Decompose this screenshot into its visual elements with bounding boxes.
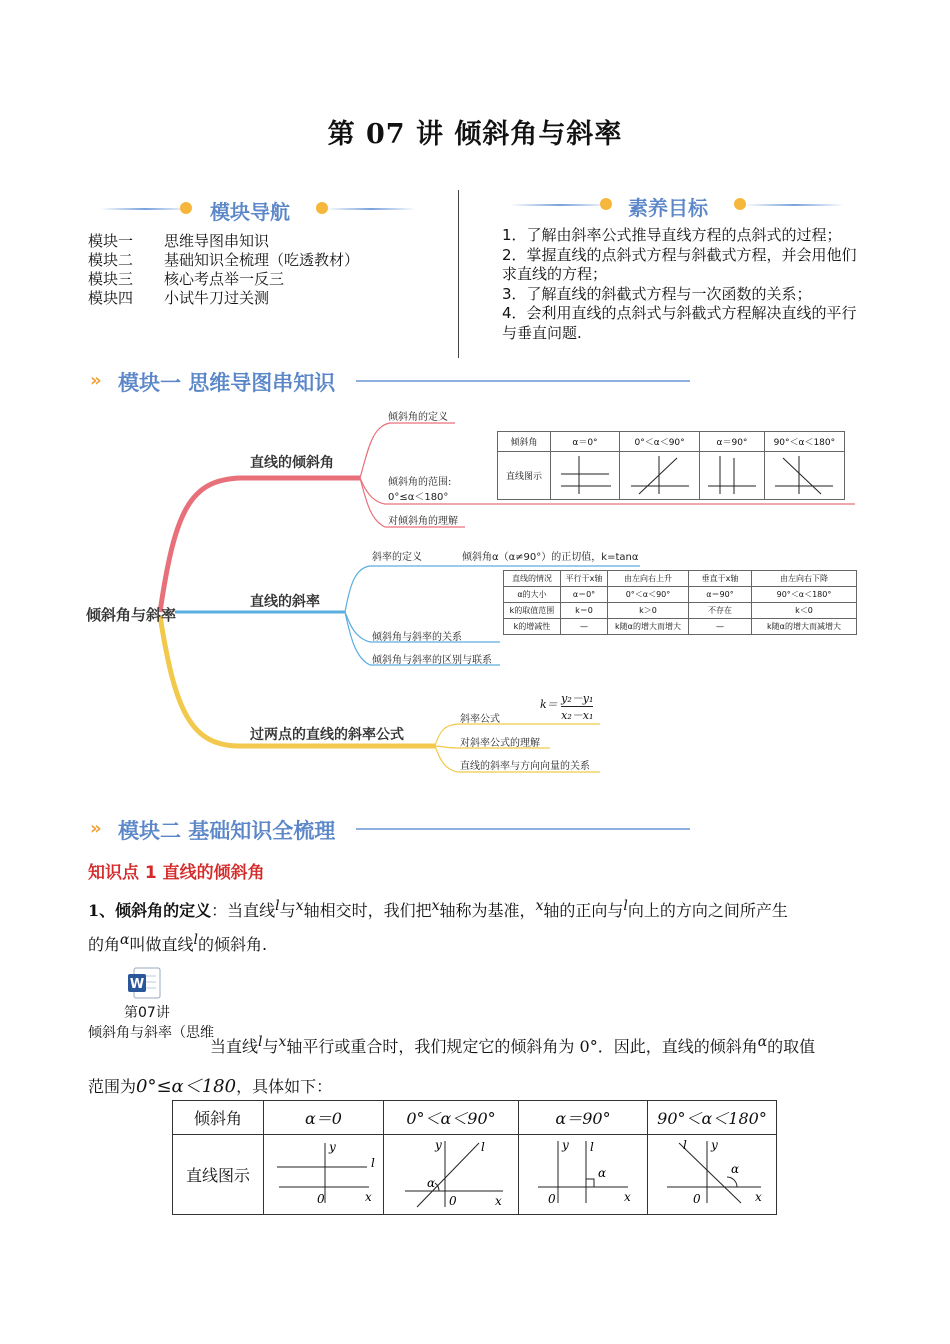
slope-formula: k＝ $\frac{\text{y₂－y₁}}{\text{x₂－x₁}}$ [540, 692, 594, 722]
mini-cell: — [689, 619, 752, 635]
mini-diagram-0 [551, 452, 620, 500]
mini-cell: k的增减性 [504, 619, 561, 635]
nav-list [88, 232, 359, 308]
svg-text:0: 0 [548, 1191, 556, 1206]
svg-text:l: l [481, 1139, 485, 1154]
mini-cell: 由左向右下降 [752, 571, 857, 587]
diagram-alpha-obtuse [648, 1135, 777, 1215]
mini-th: α＝0° [551, 432, 620, 452]
svg-text:α: α [731, 1161, 740, 1176]
module2-heading: 模块二 基础知识全梳理 [118, 819, 336, 843]
table-header-cell: 倾斜角 [173, 1101, 264, 1135]
mini-cell: k＞0 [608, 603, 689, 619]
inclination-table [172, 1100, 777, 1215]
goals-deco-line-left [510, 204, 610, 206]
svg-text:x: x [624, 1189, 631, 1204]
svg-text:y: y [562, 1137, 569, 1152]
mindmap-leaf-formula: 斜率公式 [460, 714, 500, 725]
svg-text:l: l [683, 1137, 687, 1152]
svg-text:y: y [711, 1137, 718, 1152]
table-header-cell: α＝0 [264, 1101, 384, 1135]
goal-item-1: 1．了解由斜率公式推导直线方程的点斜式的过程； [502, 226, 842, 244]
goals-heading: 素养目标 [628, 196, 708, 220]
nav-item-2[interactable]: 模块二 基础知识全梳理（吃透教材） [88, 251, 360, 269]
svg-text:l: l [370, 1155, 375, 1170]
mindmap-leaf-direction-vector: 直线的斜率与方向向量的关系 [460, 761, 590, 772]
mini-cell: 直线的情况 [504, 571, 561, 587]
svg-text:0: 0 [316, 1191, 325, 1206]
mindmap-branch-formula: 过两点的直线的斜率公式 [250, 727, 404, 743]
table-header-cell: 90°＜α＜180° [648, 1101, 777, 1135]
mini-cell: 不存在 [689, 603, 752, 619]
mindmap-leaf-formula-understanding: 对斜率公式的理解 [460, 738, 540, 749]
nav-deco-line-right [326, 208, 416, 210]
diagram-alpha-acute [384, 1135, 519, 1215]
definition-line-2: 的角α叫做直线l的倾斜角. [88, 932, 268, 954]
svg-text:y: y [328, 1139, 336, 1154]
goal-item-4: 4．会利用直线的点斜式与斜截式方程解决直线的平行与垂直问题. [502, 304, 857, 342]
svg-text:l: l [590, 1139, 594, 1154]
mini-cell: 90°＜α＜180° [752, 587, 857, 603]
mindmap-leaf-slope-def: 斜率的定义 [372, 552, 422, 563]
page-title: 第 07 讲 倾斜角与斜率 [327, 119, 623, 150]
svg-text:0: 0 [693, 1191, 701, 1206]
diagram-alpha-0 [264, 1135, 384, 1215]
mini-diagram-2 [700, 452, 764, 500]
mindmap-root: 倾斜角与斜率 [86, 606, 177, 624]
mini-cell: α＝0° [561, 587, 608, 603]
mini-th: 倾斜角 [498, 432, 551, 452]
goals-list [502, 226, 867, 343]
mini-th: α＝90° [700, 432, 764, 452]
svg-text:0: 0 [449, 1193, 457, 1208]
mindmap-leaf-range: 倾斜角的范围: [388, 477, 452, 488]
mini-cell: — [561, 619, 608, 635]
mini-cell: k随α的增大而减增大 [752, 619, 857, 635]
table-header-cell: 0°＜α＜90° [384, 1101, 519, 1135]
mini-cell: k随α的增大而增大 [608, 619, 689, 635]
nav-item-4[interactable]: 模块四 小试牛刀过关测 [88, 289, 270, 307]
mini-cell: k＜0 [752, 603, 857, 619]
nav-heading: 模块导航 [210, 200, 290, 224]
chevron-icon: » [90, 370, 102, 391]
nav-item-3[interactable]: 模块三 核心考点举一反三 [88, 270, 285, 288]
column-divider [458, 190, 459, 358]
mini-cell: 平行于x轴 [561, 571, 608, 587]
svg-text:α: α [598, 1165, 607, 1180]
mini-th: 90°＜α＜180° [764, 432, 844, 452]
mini-cell: α＝90° [689, 587, 752, 603]
mindmap-leaf-relation: 倾斜角与斜率的关系 [372, 632, 462, 643]
mindmap-leaf-definition: 倾斜角的定义 [388, 412, 448, 423]
module2-heading-line [356, 828, 690, 830]
nav-item-1[interactable]: 模块一 思维导图串知识 [88, 232, 270, 250]
range-line-2: 范围为0°≤α＜180，具体如下： [88, 1076, 333, 1097]
svg-text:W: W [129, 977, 145, 992]
mindmap-inclination-table [497, 431, 845, 500]
svg-text:x: x [495, 1193, 502, 1208]
definition-line-1: 1、倾斜角的定义：当直线l与x轴相交时，我们把x轴称为基准，x轴的正向与l向上的方向之间所产生 [88, 898, 788, 920]
goals-dot-left [600, 198, 612, 210]
mini-cell: 由左向右上升 [608, 571, 689, 587]
goals-deco-line-right [744, 204, 844, 206]
mini-cell: 0°＜α＜90° [608, 587, 689, 603]
svg-text:y: y [435, 1137, 442, 1152]
mini-cell: k＝0 [561, 603, 608, 619]
svg-text:x: x [364, 1189, 372, 1204]
mindmap-leaf-range-value: 0°≤α＜180° [388, 492, 449, 503]
mini-diagram-3 [764, 452, 844, 500]
mindmap-slope-table [503, 570, 857, 635]
attachment-name-2[interactable]: 倾斜角与斜率（思维 [88, 1025, 214, 1041]
mini-diagram-1 [619, 452, 699, 500]
range-line-1: 当直线l与x轴平行或重合时，我们规定它的倾斜角为 0°．因此，直线的倾斜角α的取值 [210, 1034, 816, 1056]
word-document-icon[interactable] [128, 966, 162, 1000]
attachment-name-1[interactable]: 第07讲 [124, 1005, 170, 1021]
mindmap-leaf-understanding: 对倾斜角的理解 [388, 516, 458, 527]
svg-text:x: x [755, 1189, 762, 1204]
goal-item-3: 3．了解直线的斜截式方程与一次函数的关系； [502, 284, 812, 303]
svg-text:α: α [427, 1175, 436, 1190]
mindmap-leaf-slope-def-text: 倾斜角α（α≠90°）的正切值，k=tanα [462, 552, 639, 563]
diagram-alpha-90 [519, 1135, 648, 1215]
mindmap-leaf-difference: 倾斜角与斜率的区别与联系 [372, 655, 492, 666]
mini-cell: k的取值范围 [504, 603, 561, 619]
mindmap-branch-slope: 直线的斜率 [250, 594, 320, 610]
nav-deco-line-left [100, 208, 190, 210]
knowledge-point-title: 知识点 1 直线的倾斜角 [88, 863, 265, 883]
nav-dot-left [180, 202, 192, 214]
mini-th: 0°＜α＜90° [619, 432, 699, 452]
mini-row-label: 直线图示 [498, 452, 551, 500]
chevron-icon: » [90, 818, 102, 839]
table-row-label: 直线图示 [173, 1135, 264, 1215]
module1-heading: 模块一 思维导图串知识 [118, 371, 336, 395]
goal-item-2: 2．掌握直线的点斜式方程与斜截式方程，并会用他们求直线的方程； [502, 245, 857, 283]
mindmap-branch-inclination: 直线的倾斜角 [250, 455, 334, 471]
table-header-cell: α＝90° [519, 1101, 648, 1135]
mini-cell: α的大小 [504, 587, 561, 603]
mini-cell: 垂直于x轴 [689, 571, 752, 587]
module1-heading-line [356, 380, 690, 382]
